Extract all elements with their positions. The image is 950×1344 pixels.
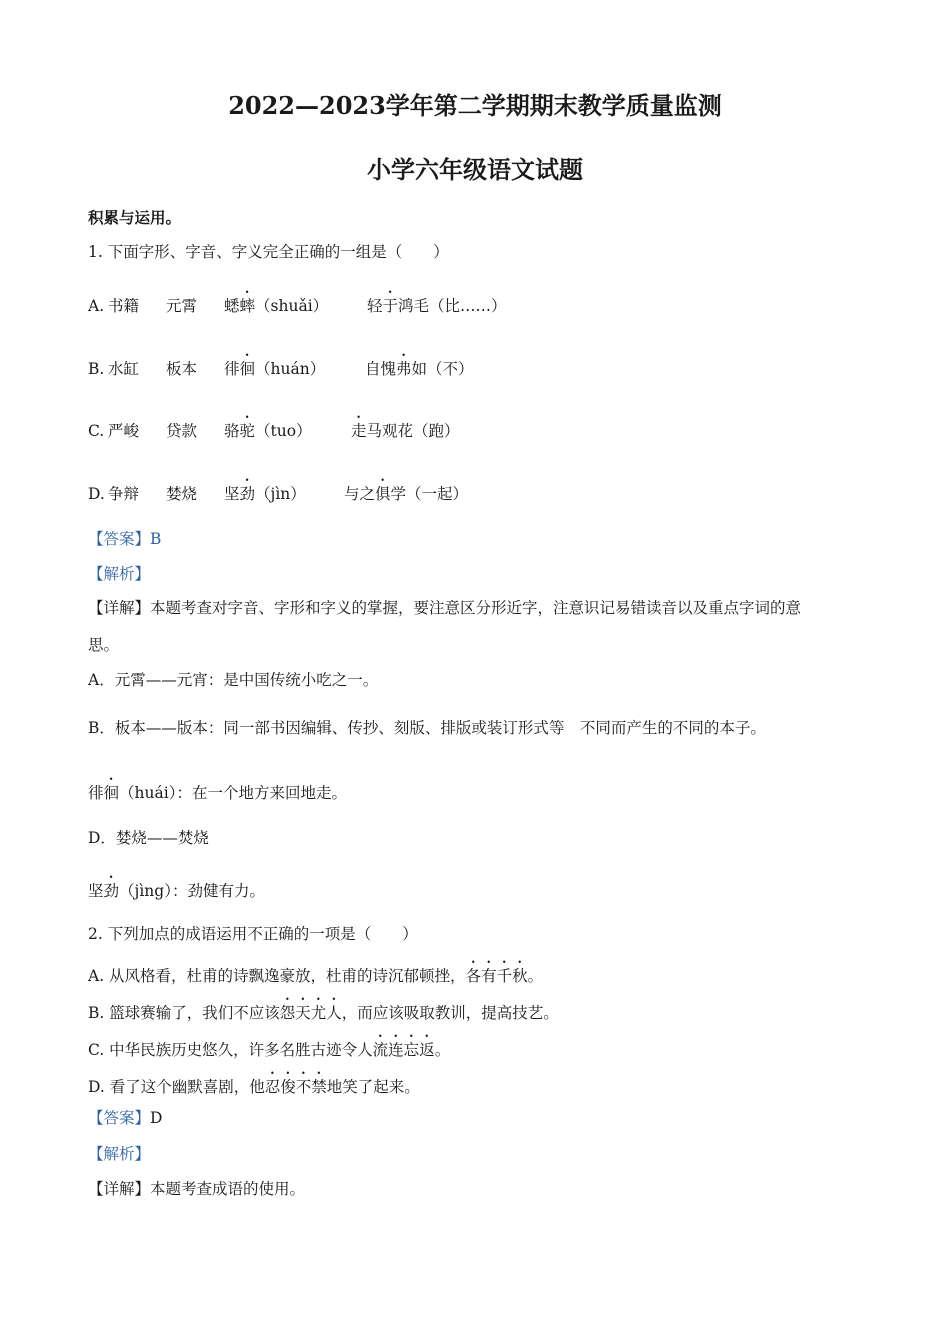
dotted-char: 劲 bbox=[239, 485, 256, 503]
q1-option-a bbox=[88, 288, 507, 316]
option-text: B. 篮球赛输了，我们不应该 bbox=[88, 1004, 280, 1022]
option-text: C. 中华民族历史悠久，许多名胜古迹令人 bbox=[88, 1041, 373, 1059]
q1-detail-cont: 思。 bbox=[88, 636, 120, 654]
option-text-end: ，而应该吸取教训，提高技艺。 bbox=[341, 1004, 559, 1022]
dotted-char: 徊 bbox=[239, 360, 256, 378]
answer-value: D bbox=[150, 1109, 163, 1127]
q2-option-b bbox=[88, 995, 559, 1023]
dotted-char: 于 bbox=[382, 297, 399, 315]
q2-answer bbox=[88, 1106, 162, 1128]
q2-option-a bbox=[88, 958, 543, 986]
option-text: A. 从风格看，杜甫的诗飘逸豪放，杜甫的诗沉郁顿挫， bbox=[88, 967, 466, 985]
word-3-pre: 骆 bbox=[224, 422, 240, 440]
dotted-char: 蟀 bbox=[239, 297, 256, 315]
exp-post: （jìng）：劲健有力。 bbox=[119, 882, 265, 900]
word-2: 元霄 bbox=[166, 297, 198, 315]
dotted-char: 弗 bbox=[396, 360, 412, 378]
word-3-pre: 徘 bbox=[224, 360, 240, 378]
word-3-pre: 蟋 bbox=[224, 297, 240, 315]
word-4-pre: 与之 bbox=[344, 485, 376, 503]
option-text-end: 。 bbox=[527, 967, 544, 985]
q1-answer bbox=[88, 527, 161, 549]
q1-stem: 1. 下面字形、字音、字义完全正确的一组是（ ） bbox=[88, 243, 449, 261]
word-4-post: 鸿毛（比……） bbox=[398, 297, 507, 315]
detail-tag: 【详解】 bbox=[88, 1180, 151, 1198]
word-1: 水缸 bbox=[108, 360, 140, 378]
word-3-post: （huán） bbox=[255, 360, 326, 378]
dotted-char: 劲 bbox=[103, 882, 120, 900]
exp-pre: 坚 bbox=[88, 882, 104, 900]
answer-tag: 【答案】 bbox=[88, 1109, 151, 1127]
option-label: A. bbox=[88, 297, 105, 315]
option-label: D. bbox=[88, 485, 105, 503]
word-1: 书籍 bbox=[108, 297, 140, 315]
q1-detail bbox=[88, 596, 801, 618]
word-3-post: （shuǎi） bbox=[255, 297, 329, 315]
dotted-idiom: 流连忘返 bbox=[372, 1041, 435, 1059]
q1-option-d bbox=[88, 476, 468, 504]
detail-tag: 【详解】 bbox=[88, 599, 151, 617]
dotted-char: 走 bbox=[351, 422, 367, 440]
q1-exp-b2 bbox=[88, 775, 347, 803]
word-4-post: 如（不） bbox=[411, 360, 474, 378]
dotted-idiom: 怨天尤人 bbox=[279, 1004, 342, 1022]
q1-exp-d: D．婪烧——焚烧 bbox=[88, 829, 209, 847]
word-3-post: （tuo） bbox=[255, 422, 312, 440]
q2-analysis-tag: 【解析】 bbox=[88, 1145, 151, 1163]
word-4-pre: 轻 bbox=[367, 297, 383, 315]
q2-option-c bbox=[88, 1032, 450, 1060]
option-label: C. bbox=[88, 422, 105, 440]
word-3-pre: 坚 bbox=[224, 485, 240, 503]
q1-exp-d2 bbox=[88, 873, 265, 901]
q1-exp-b: B．板本——版本：同一部书因编辑、传抄、刻版、排版或装订形式等 不同而产生的不同的本子。 bbox=[88, 719, 766, 737]
word-2: 板本 bbox=[166, 360, 198, 378]
option-text: D. 看了这个幽默喜剧，他 bbox=[88, 1078, 265, 1096]
option-label: B. bbox=[88, 360, 105, 378]
q2-stem: 2. 下列加点的成语运用不正确的一项是（ ） bbox=[88, 925, 418, 943]
dotted-char: 驼 bbox=[239, 422, 256, 440]
q1-analysis-tag: 【解析】 bbox=[88, 565, 151, 583]
word-4-pre: 自愧 bbox=[365, 360, 397, 378]
dotted-char: 徊 bbox=[103, 784, 120, 802]
detail-text: 本题考查对字音、字形和字义的掌握，要注意区分形近字，注意识记易错读音以及重点字词的意 bbox=[150, 599, 802, 617]
word-2: 贷款 bbox=[166, 422, 198, 440]
dotted-char: 俱 bbox=[375, 485, 391, 503]
q1-option-c bbox=[88, 413, 460, 441]
word-1: 严峻 bbox=[108, 422, 140, 440]
q2-detail bbox=[88, 1177, 305, 1199]
word-4-post: 马观花（跑） bbox=[366, 422, 460, 440]
word-4-post: 学（一起） bbox=[390, 485, 469, 503]
word-1: 争辩 bbox=[108, 485, 140, 503]
option-text-end: 。 bbox=[434, 1041, 451, 1059]
detail-text: 本题考查成语的使用。 bbox=[150, 1180, 306, 1198]
answer-value: B bbox=[150, 530, 162, 548]
exp-pre: 徘 bbox=[88, 784, 104, 802]
answer-tag: 【答案】 bbox=[88, 530, 151, 548]
option-text-end: 地笑了起来。 bbox=[326, 1078, 420, 1096]
section-heading: 积累与运用。 bbox=[88, 208, 182, 227]
q2-option-d bbox=[88, 1069, 420, 1097]
page-title: 2022—2023学年第二学期期末教学质量监测 bbox=[228, 91, 722, 120]
page-subtitle: 小学六年级语文试题 bbox=[367, 155, 583, 184]
q1-option-b bbox=[88, 351, 474, 379]
dotted-idiom: 忍俊不禁 bbox=[264, 1078, 327, 1096]
dotted-idiom: 各有千秋 bbox=[465, 967, 528, 985]
word-2: 婪烧 bbox=[166, 485, 198, 503]
word-3-post: （jìn） bbox=[255, 485, 306, 503]
q1-exp-a: A．元霄——元宵：是中国传统小吃之一。 bbox=[88, 671, 379, 689]
exp-post: （huái）：在一个地方来回地走。 bbox=[119, 784, 347, 802]
